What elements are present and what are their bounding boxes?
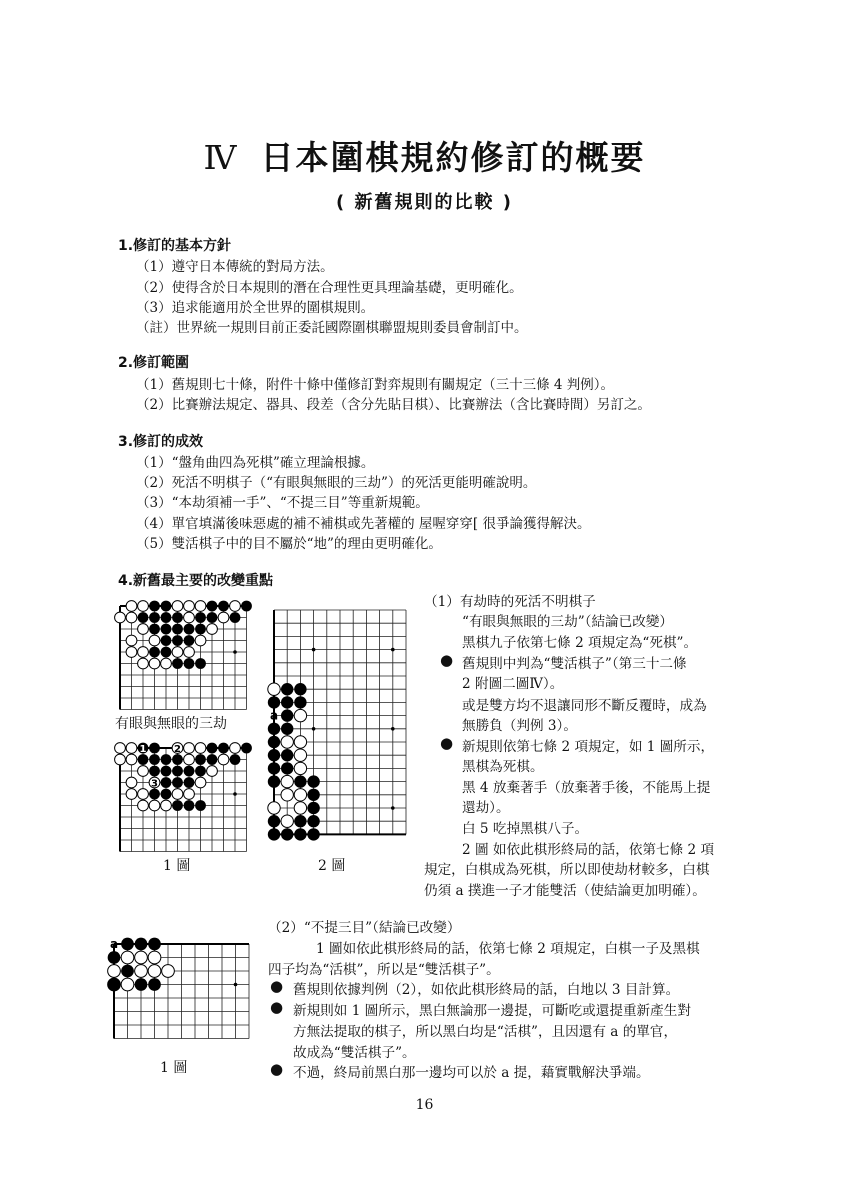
go-board-diagram-2 <box>268 604 408 844</box>
section-2-line: （1）舊規則七十條，附件十條中僅修訂對弈規則有關規定（三十三條 4 判例）。 <box>136 377 615 393</box>
go-board-diagram-top <box>114 600 254 680</box>
white-stone <box>195 777 206 788</box>
black-stone <box>149 789 160 800</box>
white-stone <box>218 754 229 765</box>
black-stone <box>184 624 195 635</box>
part2-line: 不過，終局前黑白那一邊均可以於 a 提，藉實戰解決爭端。 <box>293 1065 650 1081</box>
section-1-line: （1）遵守日本傳統的對局方法。 <box>136 259 334 275</box>
black-stone <box>281 709 293 721</box>
section-3-line: （2）死活不明棋子（“有眼與無眼的三劫”）的死活更能明確說明。 <box>136 475 537 491</box>
white-stone <box>294 802 306 814</box>
black-stone <box>281 683 293 695</box>
black-stone <box>172 754 183 765</box>
white-stone <box>195 635 206 646</box>
white-stone <box>121 951 134 964</box>
black-stone <box>218 601 229 612</box>
board-label: 2 <box>174 744 181 755</box>
white-stone <box>184 789 195 800</box>
part1-line: 白 5 吃掉黑棋八子。 <box>462 821 589 837</box>
black-stone <box>218 743 229 754</box>
black-stone <box>268 828 280 840</box>
part1-line: 黑棋為死棋。 <box>462 759 544 775</box>
black-stone <box>161 612 172 623</box>
black-stone <box>268 815 280 827</box>
black-stone <box>121 938 134 951</box>
white-stone <box>161 800 172 811</box>
black-stone <box>268 775 280 787</box>
black-stone <box>172 624 183 635</box>
part1-line: 規定，白棋成為死棋，所以即使劫材較多，白棋 <box>424 862 710 878</box>
white-stone <box>230 743 241 754</box>
black-stone <box>294 683 306 695</box>
part1-line: 或是雙方均不退讓同形不斷反覆時，成為 <box>462 698 707 714</box>
go-board-diagram-1 <box>114 742 254 822</box>
section-1-line: （註）世界統一規則目前正委託國際圍棋聯盟規則委員會制訂中。 <box>136 320 528 336</box>
black-stone <box>195 766 206 777</box>
black-stone <box>138 754 149 765</box>
white-stone <box>230 601 241 612</box>
black-stone <box>161 754 172 765</box>
black-stone <box>161 766 172 777</box>
bullet-icon: ● <box>270 977 284 995</box>
white-stone <box>138 766 149 777</box>
page-number: 16 <box>415 1097 434 1113</box>
black-stone <box>294 696 306 708</box>
white-stone <box>126 601 137 612</box>
bullet-icon: ● <box>440 651 454 669</box>
section-3-line: （3）“本劫須補一手”、“不提三目”等重新規範。 <box>136 495 429 511</box>
white-stone <box>294 736 306 748</box>
white-stone <box>161 658 172 669</box>
black-stone <box>268 749 280 761</box>
part1-line: 舊規則中判為“雙活棋子”（第三十二條 <box>462 656 687 672</box>
black-stone <box>195 754 206 765</box>
white-stone <box>108 965 121 978</box>
white-stone <box>281 736 293 748</box>
board-label: a <box>109 937 119 951</box>
white-stone <box>148 965 161 978</box>
white-stone <box>115 754 126 765</box>
black-stone <box>207 743 218 754</box>
black-stone <box>184 777 195 788</box>
white-stone <box>126 777 137 788</box>
black-stone <box>161 777 172 788</box>
black-stone <box>184 800 195 811</box>
part2-line: 故成為“雙活棋子”。 <box>293 1045 416 1061</box>
part2-line: 舊規則依據判例（2），如依此棋形終局的話，白地以 3 目計算。 <box>293 982 680 998</box>
diagram-caption: 1 圖 <box>160 1060 188 1076</box>
black-stone <box>230 754 241 765</box>
white-stone <box>126 647 137 658</box>
part1-line: 無勝負（判例 3）。 <box>462 718 577 734</box>
black-stone <box>307 789 319 801</box>
black-stone <box>307 775 319 787</box>
go-board-diagram-bottom <box>108 938 248 1048</box>
section-heading-2: 2.修訂範圍 <box>118 355 190 371</box>
white-stone <box>172 789 183 800</box>
bullet-icon: ● <box>270 998 284 1016</box>
black-stone <box>207 612 218 623</box>
black-stone <box>149 766 160 777</box>
black-stone <box>294 775 306 787</box>
bullet-icon: ● <box>270 1060 284 1078</box>
black-stone <box>148 938 161 951</box>
black-stone <box>294 828 306 840</box>
black-stone <box>195 800 206 811</box>
white-stone <box>126 789 137 800</box>
white-stone <box>294 749 306 761</box>
part1-line: （1）有劫時的死活不明棋子 <box>424 594 596 610</box>
black-stone <box>195 658 206 669</box>
part2-line: 方無法提取的棋子，所以黑白均是“活棋”，且因還有 a 的單官， <box>293 1024 678 1040</box>
white-stone <box>195 743 206 754</box>
black-stone <box>281 762 293 774</box>
section-heading-3: 3.修訂的成效 <box>118 434 204 450</box>
black-stone <box>307 828 319 840</box>
white-stone <box>138 647 149 658</box>
black-stone <box>172 658 183 669</box>
board-label: 1 <box>139 744 147 755</box>
black-stone <box>149 743 160 754</box>
white-stone <box>294 762 306 774</box>
black-stone <box>161 635 172 646</box>
white-stone <box>138 789 149 800</box>
black-stone <box>195 624 206 635</box>
black-stone <box>149 601 160 612</box>
black-stone <box>184 658 195 669</box>
black-stone <box>161 789 172 800</box>
white-stone <box>138 658 149 669</box>
black-stone <box>135 938 148 951</box>
white-stone <box>281 815 293 827</box>
black-stone <box>195 612 206 623</box>
black-stone <box>172 612 183 623</box>
black-stone <box>268 723 280 735</box>
page-subtitle: ( 新舊規則的比較 ) <box>336 192 513 213</box>
white-stone <box>207 766 218 777</box>
black-stone <box>121 965 134 978</box>
white-stone <box>294 789 306 801</box>
black-stone <box>281 828 293 840</box>
white-stone <box>149 658 160 669</box>
section-1-line: （3）追求能適用於全世界的圍棋規則。 <box>136 300 375 316</box>
white-stone <box>294 709 306 721</box>
part2-line: 1 圖如依此棋形終局的話，依第七條 2 項規定，白棋一子及黑棋 <box>316 941 700 957</box>
part1-line: “有眼與無眼的三劫”（結論已改變） <box>462 614 674 630</box>
black-stone <box>307 815 319 827</box>
section-3-line: （5）雙活棋子中的目不屬於“地”的理由更明確化。 <box>136 536 442 552</box>
black-stone <box>281 723 293 735</box>
white-stone <box>184 647 195 658</box>
part1-line: 黑棋九子依第七條 2 項規定為“死棋”。 <box>462 635 698 651</box>
white-stone <box>207 624 218 635</box>
black-stone <box>108 978 121 991</box>
part2-line: （2）“不提三目”（結論已改變） <box>268 920 461 936</box>
black-stone <box>135 978 148 991</box>
black-stone <box>172 766 183 777</box>
white-stone <box>126 635 137 646</box>
black-stone <box>281 696 293 708</box>
white-stone <box>149 800 160 811</box>
white-stone <box>172 647 183 658</box>
white-stone <box>172 601 183 612</box>
white-stone <box>121 978 134 991</box>
white-stone <box>115 612 126 623</box>
white-stone <box>138 800 149 811</box>
section-1-line: （2）使得含於日本規則的潛在合理性更具理論基礎，更明確化。 <box>136 280 523 296</box>
black-stone <box>161 647 172 658</box>
section-3-line: （1）“盤角曲四為死棋”確立理論根據。 <box>136 455 375 471</box>
black-stone <box>241 601 252 612</box>
diagram-caption: 1 圖 <box>163 858 191 874</box>
black-stone <box>268 696 280 708</box>
diagram-caption: 2 圖 <box>318 858 346 874</box>
part1-line: 2 圖 如依此棋形終局的話，依第七條 2 項 <box>462 842 715 858</box>
black-stone <box>241 743 252 754</box>
white-stone <box>138 601 149 612</box>
white-stone <box>268 683 280 695</box>
white-stone <box>184 754 195 765</box>
black-stone <box>207 601 218 612</box>
part1-line: 仍須 a 撲進一子才能雙活（使結論更加明確）。 <box>424 883 706 899</box>
section-heading-4: 4.新舊最主要的改變重點 <box>118 573 274 589</box>
black-stone <box>172 800 183 811</box>
black-stone <box>281 749 293 761</box>
white-stone <box>195 601 206 612</box>
white-stone <box>149 635 160 646</box>
board-label: a <box>269 708 279 723</box>
white-stone <box>281 775 293 787</box>
white-stone <box>281 789 293 801</box>
white-stone <box>184 601 195 612</box>
white-stone <box>184 612 195 623</box>
black-stone <box>108 951 121 964</box>
black-stone <box>184 635 195 646</box>
black-stone <box>307 802 319 814</box>
white-stone <box>268 802 280 814</box>
black-stone <box>268 762 280 774</box>
white-stone <box>162 965 175 978</box>
white-stone <box>115 743 126 754</box>
black-stone <box>268 736 280 748</box>
part2-line: 新規則如 1 圖所示，黑白無論那一邊提，可斷吃或還提重新產生對 <box>293 1003 691 1019</box>
diagram-caption: 有眼與無眼的三劫 <box>115 716 227 732</box>
section-heading-1: 1.修訂的基本方針 <box>118 238 232 254</box>
white-stone <box>184 743 195 754</box>
black-stone <box>184 766 195 777</box>
black-stone <box>149 754 160 765</box>
white-stone <box>135 965 148 978</box>
part1-line: 黑 4 放棄著手（放棄著手後，不能馬上提 <box>462 780 711 796</box>
black-stone <box>149 612 160 623</box>
black-stone <box>294 815 306 827</box>
white-stone <box>126 612 137 623</box>
section-3-line: （4）單官填滿後味惡處的補不補棋或先著權的 屋喔穿穿[ 很爭論獲得解決。 <box>136 516 591 532</box>
section-2-line: （2）比賽辦法規定、器具、段差（含分先貼目棋）、比賽辦法（含比賽時間）另訂之。 <box>136 397 651 413</box>
part1-line: 還劫）。 <box>462 800 510 816</box>
black-stone <box>230 612 241 623</box>
bullet-icon: ● <box>440 734 454 752</box>
black-stone <box>149 624 160 635</box>
white-stone <box>218 612 229 623</box>
board-label: 3 <box>151 778 158 790</box>
black-stone <box>149 647 160 658</box>
part1-line: 2 附圖二圖Ⅳ）。 <box>462 676 564 692</box>
white-stone <box>135 951 148 964</box>
black-stone <box>172 635 183 646</box>
black-stone <box>172 777 183 788</box>
black-stone <box>207 754 218 765</box>
black-stone <box>138 612 149 623</box>
black-stone <box>161 601 172 612</box>
black-stone <box>148 978 161 991</box>
part2-line: 四子均為“活棋”，所以是“雙活棋子”。 <box>268 962 500 978</box>
white-stone <box>126 743 137 754</box>
page-title: Ⅳ 日本圍棋規約修訂的概要 <box>203 138 646 177</box>
part1-line: 新規則依第七條 2 項規定，如 1 圖所示， <box>462 739 715 755</box>
board-grid <box>274 610 406 834</box>
white-stone <box>138 624 149 635</box>
white-stone <box>126 754 137 765</box>
white-stone <box>148 951 161 964</box>
black-stone <box>161 624 172 635</box>
